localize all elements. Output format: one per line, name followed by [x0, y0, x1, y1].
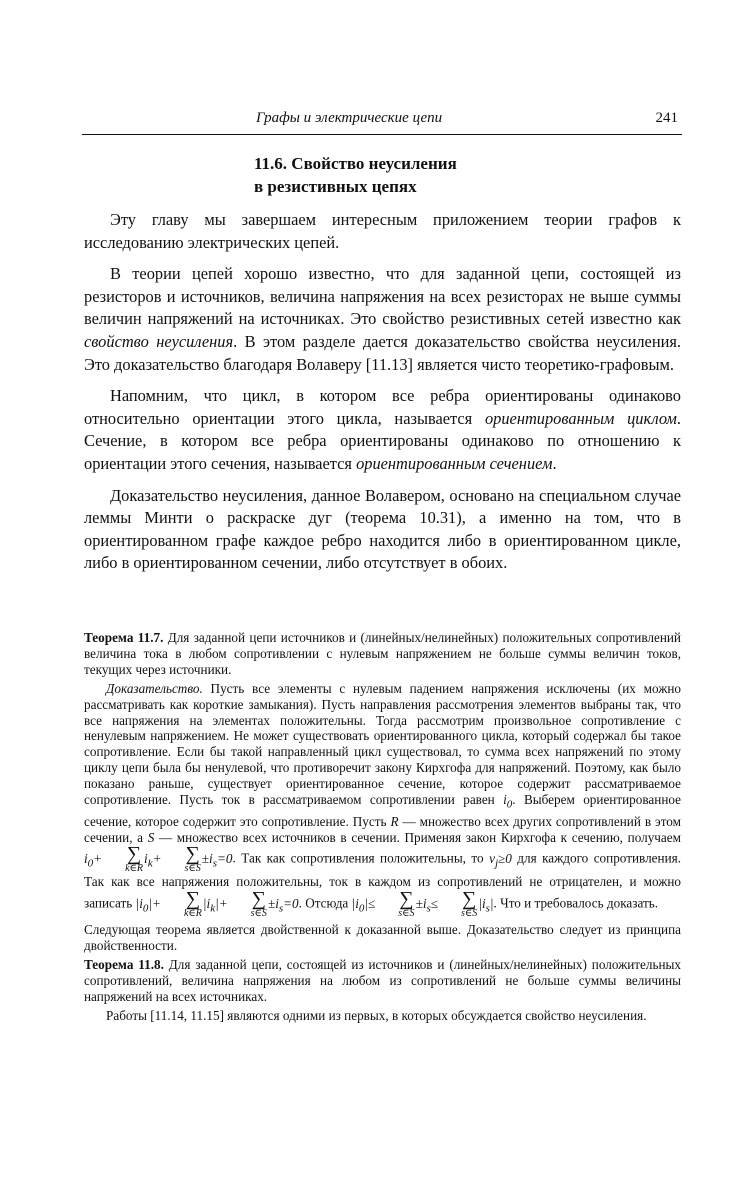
eq2-sub-s: s	[278, 902, 284, 915]
proof-text-d: — множество всех источников в сечении. Применяя закон Кирхгофа к сечению, получаем	[154, 829, 681, 845]
sub-j: j	[494, 857, 498, 870]
paragraph-4: Доказательство неусиления, данное Волавером, основано на специальном случае леммы Минти о раскраске дуг (теорема 10.31), а именно на том, что в ориентированном графе каждое ребро находится либо в ориентированном цикле, либо в ориентированном сечении, либо отсутствует в обоих.	[84, 485, 681, 573]
set-S: S	[147, 829, 155, 845]
set-R: R	[390, 813, 399, 829]
eq1-sub-k: k	[147, 857, 153, 870]
term-oriented-cut: ориентированным сечением	[356, 453, 553, 473]
p3-text-c: .	[552, 453, 557, 473]
eq2-abs-i: |i	[135, 895, 143, 911]
abs-equation	[135, 888, 299, 920]
main-text	[84, 209, 681, 584]
theorem-11-8-label: Теорема 11.8.	[84, 957, 164, 973]
sum-over-S	[163, 845, 201, 874]
eq1-plus-2: +	[152, 850, 162, 866]
eq2-abs-close: |	[148, 895, 153, 911]
var-i: i	[503, 792, 507, 808]
sum-sign: ∑	[185, 843, 200, 866]
eq1-sub-0: 0	[87, 857, 94, 870]
p2-text-b: . В этом разделе дается доказательство свойства неусиления. Это доказательство благодаря Волаверу [11.13] является чисто теоретико-графовым.	[84, 331, 682, 374]
sum-sign: ∑	[126, 843, 142, 866]
proof-text-a: Пусть все элементы с нулевым падением напряжения исключены (их можно рассматривать как короткие замыкания). Пусть направления рассмотрения элементов выбраны так, что все напряжения на элементах положительны. Тогда рассмотрим произвольное сопротивление с ненулевым напряжением. Не может существовать ориентированного цикла, который содержал бы такое сопротивление. Если бы такой направленный цикл существовал, то сумма всех напряжений по этому циклу цепи была бы ненулевой, что противоречит закону Кирхгофа для напряжений. Поэтому, как было показано раньше, существует ориентированное сечение, которое содержит рассматриваемое сопротивление. Пусть ток в рассматриваемом сопротивлении равен	[84, 680, 681, 808]
p3-text-a: Напомним, что цикл, в котором все ребра ориентированы одинаково относительно ориентации этого цикла, называется	[84, 386, 681, 428]
theorem-block	[84, 630, 681, 1027]
proof	[84, 681, 681, 920]
eq2-end: =0	[283, 895, 299, 911]
term-no-amplification: свойство неусиления	[84, 331, 234, 351]
ineq-sub-s: s	[426, 902, 431, 915]
proof-text-b: . Выберем ориентированное сечение, которое содержит это сопротивление. Пусть	[84, 792, 681, 829]
voltage-condition	[489, 850, 512, 870]
inequality	[351, 888, 494, 920]
paragraph-1: Эту главу мы завершаем интересным приложением теории графов к исследованию электрических цепей.	[84, 210, 681, 252]
eq1-ik: i	[144, 850, 148, 866]
duality-note: Следующая теорема является двойственной к доказанной выше. Доказательство следует из принципа двойственности.	[84, 922, 681, 954]
eq1-pm: ±	[201, 850, 210, 866]
ineq-is: i	[422, 895, 427, 911]
theorem-11-7-text: Для заданной цепи источников и (линейных/нелинейных) положительных сопротивлений величина тока в любом сопротивлении с нулевым напряжением не больше суммы величин токов, текущих через источники.	[84, 630, 681, 677]
ineq-abs-is: |i	[478, 895, 486, 911]
ineq-abs-close: |	[364, 895, 369, 911]
running-header	[82, 110, 682, 135]
eq2-sub-0: 0	[142, 902, 149, 915]
ineq-leq: ≤	[368, 895, 376, 911]
geq-zero: ≥0	[498, 850, 512, 866]
theorem-11-7-label: Теорема 11.7.	[84, 630, 164, 645]
sum-limit-k: k∈R	[125, 863, 144, 875]
sub-0: 0	[506, 798, 513, 811]
eq1-end: =0	[217, 850, 233, 866]
paragraph-3	[84, 385, 681, 475]
eq2-abs-ik: |i	[202, 895, 211, 911]
proof-text-e: . Так как сопротивления положительны, то	[232, 850, 490, 866]
proof-text-g: . Отсюда	[298, 895, 352, 911]
sum-limit-s: s∈S	[250, 908, 267, 920]
sum-sign: ∑	[251, 888, 266, 911]
sum-over-S-4	[439, 890, 477, 919]
ineq-abs-i: |i	[351, 895, 359, 911]
p2-text-a: В теории цепей хорошо известно, что для заданной цепи, состоящей из резисторов и источников, величина напряжения на всех резисторах не выше суммы величин напряжений на источниках. Это свойство резистивных сетей известно как	[84, 264, 681, 329]
term-oriented-cycle: ориентированным циклом	[484, 408, 677, 428]
sum-over-R	[103, 845, 143, 874]
ineq-abs-close-2: |	[489, 895, 494, 911]
sum-over-S-2	[229, 890, 267, 919]
var-v: v	[489, 850, 495, 866]
sum-over-R-2	[162, 890, 202, 919]
sum-limit-s: s∈S	[184, 863, 201, 875]
eq2-sub-k: k	[210, 902, 216, 915]
proof-text-c: — множество всех других сопротивлений в этом сечении, а	[84, 813, 681, 845]
current-i0	[503, 792, 513, 811]
sum-limit-k: k∈R	[183, 908, 202, 920]
sum-sign: ∑	[185, 888, 201, 911]
paragraph-2	[84, 263, 681, 376]
eq1-plus: +	[93, 850, 103, 866]
section-title-line1: 11.6. Свойство неусиления	[254, 154, 457, 173]
proof-label: Доказательство.	[106, 680, 203, 696]
sum-sign: ∑	[399, 888, 414, 911]
running-title: Графы и электрические цепи	[256, 110, 443, 126]
eq1-i: i	[84, 850, 88, 866]
kirchhoff-equation	[84, 843, 233, 875]
p3-text-b: . Сечение, в котором все ребра ориентированы одинаково по отношению к ориентации этого сечения, называется	[84, 408, 681, 473]
eq2-plus-2: +	[218, 895, 228, 911]
proof-text-h: . Что и требовалось доказать.	[493, 895, 659, 911]
ineq-sub-0: 0	[358, 902, 365, 915]
theorem-11-8-text: Для заданной цепи, состоящей из источников и (линейных/нелинейных) положительных сопротивлений, величина напряжения на любом из сопротивлений не больше суммы величины напряжений на всех источниках.	[84, 957, 681, 1004]
ineq-sub-s-2: s	[485, 902, 490, 915]
ineq-pm: ±	[415, 895, 423, 911]
eq2-is: i	[275, 895, 279, 911]
page-number: 241	[655, 110, 678, 126]
theorem-11-8	[84, 957, 681, 1005]
eq2-pm: ±	[267, 895, 276, 911]
eq1-is: i	[209, 850, 213, 866]
eq2-plus: +	[152, 895, 161, 911]
sum-sign: ∑	[462, 888, 477, 911]
proof-text-f: для каждого сопротивления. Так как все напряжения положительны, ток в каждом из сопротивлений не отрицателен, и можно записать	[84, 850, 682, 911]
eq1-sub-s: s	[212, 857, 217, 870]
closing-remark: Работы [11.14, 11.15] являются одними из первых, в которых обсуждается свойство неусиления.	[106, 1007, 647, 1023]
section-title-line2: в резистивных цепях	[254, 177, 417, 196]
sum-limit-s: s∈S	[461, 908, 478, 920]
ineq-leq-2: ≤	[430, 895, 439, 911]
eq2-abs-close-2: |	[215, 895, 219, 911]
theorem-11-7	[84, 630, 681, 678]
sum-over-S-3	[376, 890, 414, 919]
section-title	[254, 152, 457, 198]
sum-limit-s: s∈S	[398, 908, 415, 920]
